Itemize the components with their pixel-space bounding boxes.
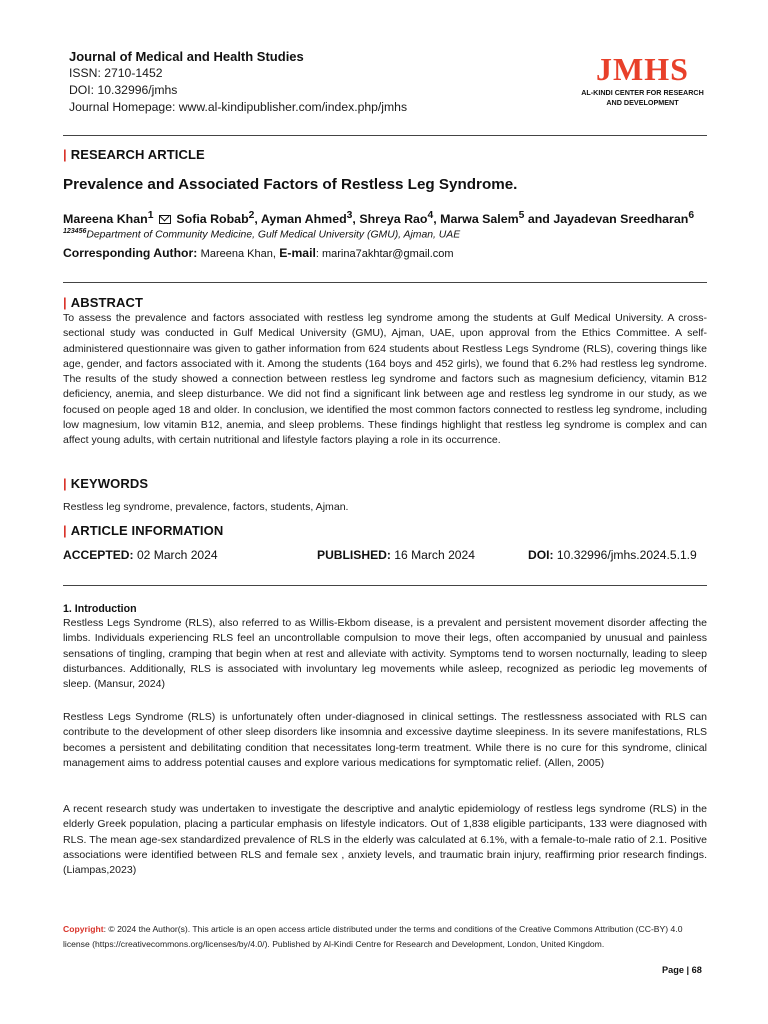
email-label: E-mail	[279, 246, 316, 260]
intro-paragraph-1: Restless Legs Syndrome (RLS), also referred to as Willis-Ekbom disease, is a prevalent and persistent movement disorder affecting the limbs. Individuals experiencing RLS feel an uncontrollable compulsion to move their legs, often accompanied by unusual and painless sensations of tingling, cramping that begin when at rest and alleviate with activity. Symptoms tend to worsen nocturnally, leading to sleep disturbances. Additionally, RLS is associated with involuntary leg movements while asleep, recognized as periodic leg movements of sleep. (Mansur, 2024)	[63, 617, 707, 691]
doi-value[interactable]: 10.32996/jmhs.2024.5.1.9	[556, 548, 697, 562]
keywords-text: Restless leg syndrome, prevalence, factors, students, Ajman.	[63, 501, 349, 513]
affiliation-sup: 123456	[63, 228, 87, 235]
journal-info	[69, 48, 407, 116]
author-name[interactable]: Mareena Khan	[63, 212, 148, 227]
author-name[interactable]: Sofia Robab	[176, 212, 249, 227]
accepted-value: 02 March 2024	[136, 548, 218, 562]
journal-issn: ISSN: 2710-1452	[69, 66, 163, 80]
corresponding-author	[63, 246, 713, 260]
abstract-heading-label: ABSTRACT	[70, 295, 144, 310]
author-sup: 6	[688, 210, 695, 221]
published-date	[317, 548, 475, 562]
accepted-date	[63, 548, 218, 562]
article-type-label: RESEARCH ARTICLE	[70, 147, 205, 162]
keywords-heading	[63, 476, 148, 491]
header-divider	[63, 135, 707, 136]
copyright-text: : © 2024 the Author(s). This article is an open access article distributed under the terms and conditions of the Creative Commons Attribution (CC-BY) 4.0 license (https://creativecommons.org/licenses/by/4.0/). Published by Al-Kindi Centre for Research and Development, London, United Kingdom.	[63, 924, 683, 949]
author-sup: 3	[346, 210, 353, 221]
intro-paragraph-2: Restless Legs Syndrome (RLS) is unfortunately often under-diagnosed in clinical settings. The restlessness associated with RLS can contribute to the development of other sleep disorders like insomnia and excessive daytime sleepiness. In its severe manifestations, RLS becomes a persistent and debilitating condition that necessitates long-term treatment. While there is no cure for this syndrome, clinical management aims to address potential causes and explore various medications for symptomatic relief. (Allen, 2005)	[63, 711, 707, 769]
page-number: Page | 68	[662, 965, 702, 975]
section-divider	[63, 282, 707, 283]
article-doi	[528, 548, 697, 562]
copyright-footer	[63, 922, 703, 951]
author-name[interactable]: Jayadevan Sreedharan	[553, 212, 689, 227]
accepted-label: ACCEPTED:	[63, 548, 134, 562]
abstract-text: To assess the prevalence and factors associated with restless leg syndrome among the students at Gulf Medical University. A cross-sectional study was conducted in Gulf Medical University (GMU), Ajman, UAE, upon approval from the Ethics Committee. A self-administered questionnaire was given to gather information from 624 students about Restless Legs Syndrome (RLS), covering things like age, gender, and factors associated with it. Among the students (164 boys and 452 girls), we found that 6.2% had restless leg syndrome. The results of the study showed a connection between restless leg syndrome and factors such as magnesium deficiency, vitamin B12 deficiency, anemia, and sleep disturbance. We did not find a significant link between age and restless leg syndrome in our study, as we focused on people aged 18 and older. In conclusion, we identified the most common factors connected to restless leg syndrome, including low magnesium, low vitamin B12, anemia, and sleep problems. These findings highlight that restless leg syndrome is complex and can affect young adults, with certain nutritional and lifestyle factors playing a role in its occurrence.	[63, 312, 707, 447]
section-bar: |	[63, 523, 67, 538]
journal-doi: DOI: 10.32996/jmhs	[69, 83, 178, 97]
author-sup: 4	[427, 210, 434, 221]
author-name[interactable]: Shreya Rao	[359, 212, 428, 227]
author-name[interactable]: Marwa Salem	[440, 212, 519, 227]
copyright-label: Copyright	[63, 924, 104, 934]
article-info-heading	[63, 523, 223, 538]
section-bar: |	[63, 476, 67, 491]
logo-text: JMHS	[596, 51, 689, 87]
author-sup: 5	[518, 210, 525, 221]
envelope-icon[interactable]	[159, 215, 171, 224]
author-sup: 2	[248, 210, 255, 221]
published-value: 16 March 2024	[394, 548, 475, 562]
section-bar: |	[63, 147, 67, 162]
doi-label: DOI:	[528, 548, 554, 562]
corresponding-label: Corresponding Author:	[63, 246, 198, 260]
affiliation	[63, 228, 713, 240]
published-label: PUBLISHED:	[317, 548, 391, 562]
author-list: Mareena Khan$^1$ Sofia Robab$^2$, Ayman Ahmed$^3$, Shreya Rao$^4$, Marwa Salem$^5$ and Jayadevan Sreedharan$^6$	[63, 210, 695, 227]
article-type-heading	[63, 147, 205, 162]
info-divider	[63, 585, 707, 586]
introduction-heading: 1. Introduction	[63, 603, 137, 615]
intro-paragraph-3: A recent research study was undertaken to investigate the descriptive and analytic epidemiology of restless legs syndrome (RLS) in the elderly Greek population, placing a particular emphasis on lifestyle indicators. Out of 1,838 eligible participants, 133 were diagnosed with RLS. The mean age-sex standardized prevalence of RLS in the elderly was calculated at 6.1%, with a female-to-male ratio of 2.1. Positive associations were identified between RLS and female sex , anxiety levels, and traumatic brain injury, reaffirming prior research findings. (Liampas,2023)	[63, 803, 707, 877]
journal-name: Journal of Medical and Health Studies	[69, 49, 304, 64]
journal-homepage[interactable]: Journal Homepage: www.al-kindipublisher.com/index.php/jmhs	[69, 100, 408, 114]
corresponding-name: Mareena Khan,	[200, 248, 276, 260]
abstract-heading	[63, 295, 143, 310]
keywords-heading-label: KEYWORDS	[70, 476, 149, 491]
email-address[interactable]: : marina7akhtar@gmail.com	[315, 248, 454, 260]
logo-subtitle-line2: AND DEVELOPMENT	[606, 98, 679, 107]
section-bar: |	[63, 295, 67, 310]
publisher-logo	[570, 52, 715, 108]
affiliation-text: Department of Community Medicine, Gulf Medical University (GMU), Ajman, UAE	[86, 229, 461, 241]
author-name[interactable]: Ayman Ahmed	[260, 212, 347, 227]
logo-subtitle-line1: AL-KINDI CENTER FOR RESEARCH	[581, 88, 704, 97]
article-info-heading-label: ARTICLE INFORMATION	[70, 523, 224, 538]
article-title: Prevalence and Associated Factors of Restless Leg Syndrome.	[63, 176, 518, 193]
author-sup: 1	[147, 210, 154, 221]
